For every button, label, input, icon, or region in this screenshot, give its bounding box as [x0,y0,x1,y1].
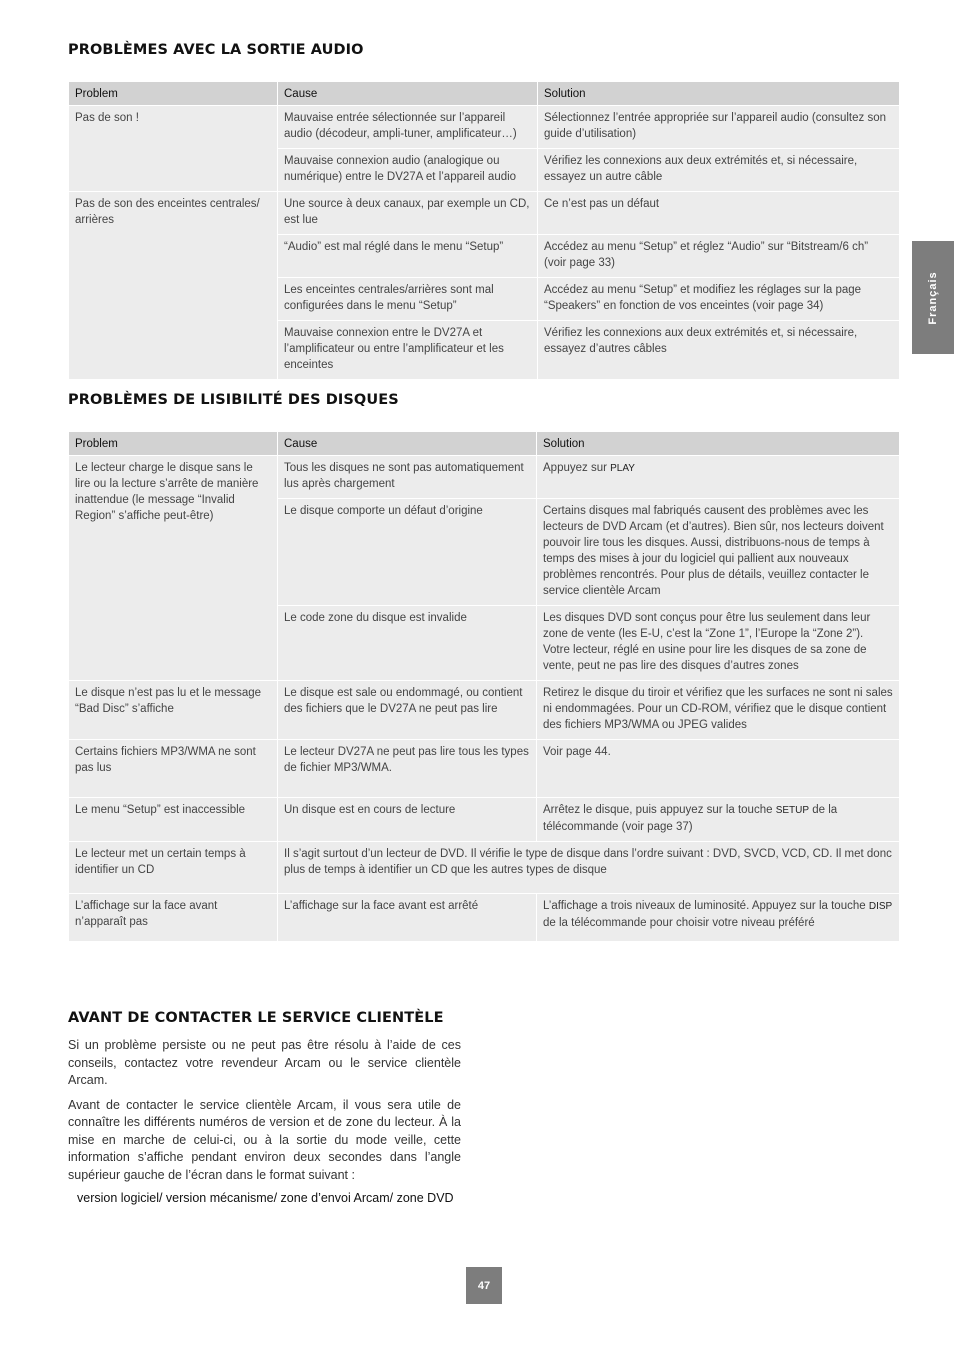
solution-cell: Vérifiez les connexions aux deux extrémités et, si nécessaire, essayez d’autres câbles [538,321,900,380]
solution-cell: Vérifiez les connexions aux deux extrémités et, si nécessaire, essayez un autre câble [538,149,900,192]
problem-cell: Certains fichiers MP3/WMA ne sont pas lus [69,740,278,798]
table-row [69,681,900,740]
solution-cell: Ce n’est pas un défaut [538,192,900,235]
cause-cell: Un disque est en cours de lecture [278,798,537,842]
cause-cell: Les enceintes centrales/arrières sont mal configurées dans le menu “Setup” [278,278,538,321]
solution-cell: Les disques DVD sont conçus pour être lus seulement dans leur zone de vente (les E-U, c’est la “Zone 1”, l’Europe la “Zone 2”). Votre lecteur, réglé en usine pour lire les disques de sa zone de vente, peut ne pas lire des disques d’autres zones [537,606,900,681]
solution-cell: Voir page 44. [537,740,900,798]
cause-cell: Tous les disques ne sont pas automatiquement lus après chargement [278,456,537,499]
header-solution: Solution [538,82,900,106]
problem-cell: Le lecteur met un certain temps à identifier un CD [69,842,278,894]
language-tab-label: Français [927,270,939,325]
solution-cell: Sélectionnez l’entrée appropriée sur l’appareil audio (consultez son guide d’utilisation) [538,106,900,149]
problem-cell: Pas de son ! [69,106,278,192]
solution-text: de la télécommande pour choisir votre niveau préféré [543,917,815,929]
table-row [69,798,900,842]
play-key-label: PLAY [610,463,635,474]
disp-key-label: DISP [868,901,893,912]
discs-table [68,431,900,942]
contact-section-title: AVANT DE CONTACTER LE SERVICE CLIENTÈLE [68,1010,444,1026]
problem-cell: Le menu “Setup” est inaccessible [69,798,278,842]
cause-cell: Le code zone du disque est invalide [278,606,537,681]
header-problem: Problem [69,82,278,106]
cause-cell: Mauvaise entrée sélectionnée sur l’appareil audio (décodeur, ampli-tuner, amplificateur…) [278,106,538,149]
contact-body [68,1037,461,1191]
cause-cell: L’affichage sur la face avant est arrêté [278,894,537,942]
problem-cell: Pas de son des enceintes centrales/ arrières [69,192,278,380]
page-number: 47 [466,1267,502,1304]
version-format-line: version logiciel/ version mécanisme/ zone d’envoi Arcam/ zone DVD [77,1191,454,1205]
header-cause: Cause [278,432,537,456]
cause-cell: Mauvaise connexion audio (analogique ou numérique) entre le DV27A et l’appareil audio [278,149,538,192]
cause-cell: Une source à deux canaux, par exemple un CD, est lue [278,192,538,235]
table-row [69,894,900,942]
solution-cell: Accédez au menu “Setup” et réglez “Audio” sur “Bitstream/6 ch” (voir page 33) [538,235,900,278]
audio-section-title: PROBLÈMES AVEC LA SORTIE AUDIO [68,42,364,58]
solution-cell: Certains disques mal fabriqués causent des problèmes avec les lecteurs de DVD Arcam (et d’autres). Bien sûr, nos lecteurs doivent pouvoir lire tous les disques. Aussi, distribuons-nous de temps à temps des mises à jour du logiciel qui pallient aux nouveaux problèmes rencontrés. Pour plus de détails, veuillez contacter le service clientèle Arcam [537,499,900,606]
table-row [69,740,900,798]
header-solution: Solution [537,432,900,456]
header-problem: Problem [69,432,278,456]
solution-text: L’affichage a trois niveaux de luminosité. Appuyez sur la touche [543,900,866,912]
table-header-row [69,82,900,106]
setup-key-label: SETUP [775,805,810,816]
table-row [69,456,900,499]
audio-table [68,81,900,380]
solution-text: de la télécommande (voir page 37) [543,804,838,833]
problem-cell: Le disque n’est pas lu et le message “Bad Disc” s’affiche [69,681,278,740]
contact-paragraph: Si un problème persiste ou ne peut pas être résolu à l’aide de ces conseils, contactez votre revendeur Arcam ou le service clientèle Arcam. [68,1038,461,1087]
merged-cell: Il s’agit surtout d’un lecteur de DVD. Il vérifie le type de disque dans l’ordre suivant : DVD, SVCD, VCD, CD. Il met donc plus de temps à identifier un CD que les autres types de disque [278,842,900,894]
cause-cell: Le lecteur DV27A ne peut pas lire tous les types de fichier MP3/WMA. [278,740,537,798]
table-row [69,842,900,894]
table-row [69,106,900,149]
table-row [69,192,900,235]
discs-section-title: PROBLÈMES DE LISIBILITÉ DES DISQUES [68,392,399,408]
cause-cell: Le disque est sale ou endommagé, ou contient des fichiers que le DV27A ne peut pas lire [278,681,537,740]
solution-cell [537,456,900,499]
contact-paragraph: Avant de contacter le service clientèle Arcam, il vous sera utile de connaître les différents numéros de version et de zone du lecteur. À la mise en marche de celui-ci, ou à la sortie du mode veille, cette information s’affiche pendant environ deux secondes dans l’angle supérieur gauche de l’écran dans le format suivant : [68,1097,461,1182]
cause-cell: Le disque comporte un défaut d’origine [278,499,537,606]
solution-text: Arrêtez le disque, puis appuyez sur la touche [543,804,773,816]
solution-cell: Retirez le disque du tiroir et vérifiez que les surfaces ne sont ni sales ni endommagées. Pour un CD-ROM, vérifiez que le disque contient des fichiers MP3/WMA ou JPEG valides [537,681,900,740]
problem-cell: L’affichage sur la face avant n’apparaît pas [69,894,278,942]
problem-cell: Le lecteur charge le disque sans le lire ou la lecture s’arrête de manière inattendue (le message “Invalid Region” s’affiche peut-être) [69,456,278,681]
solution-cell [537,894,900,942]
solution-cell: Accédez au menu “Setup” et modifiez les réglages sur la page “Speakers” en fonction de vos enceintes (voir page 34) [538,278,900,321]
cause-cell: Mauvaise connexion entre le DV27A et l’amplificateur ou entre l’amplificateur et les enceintes [278,321,538,380]
solution-cell [537,798,900,842]
language-tab [912,241,954,354]
header-cause: Cause [278,82,538,106]
cause-cell: “Audio” est mal réglé dans le menu “Setup” [278,235,538,278]
table-header-row [69,432,900,456]
solution-text: Appuyez sur [543,462,607,474]
